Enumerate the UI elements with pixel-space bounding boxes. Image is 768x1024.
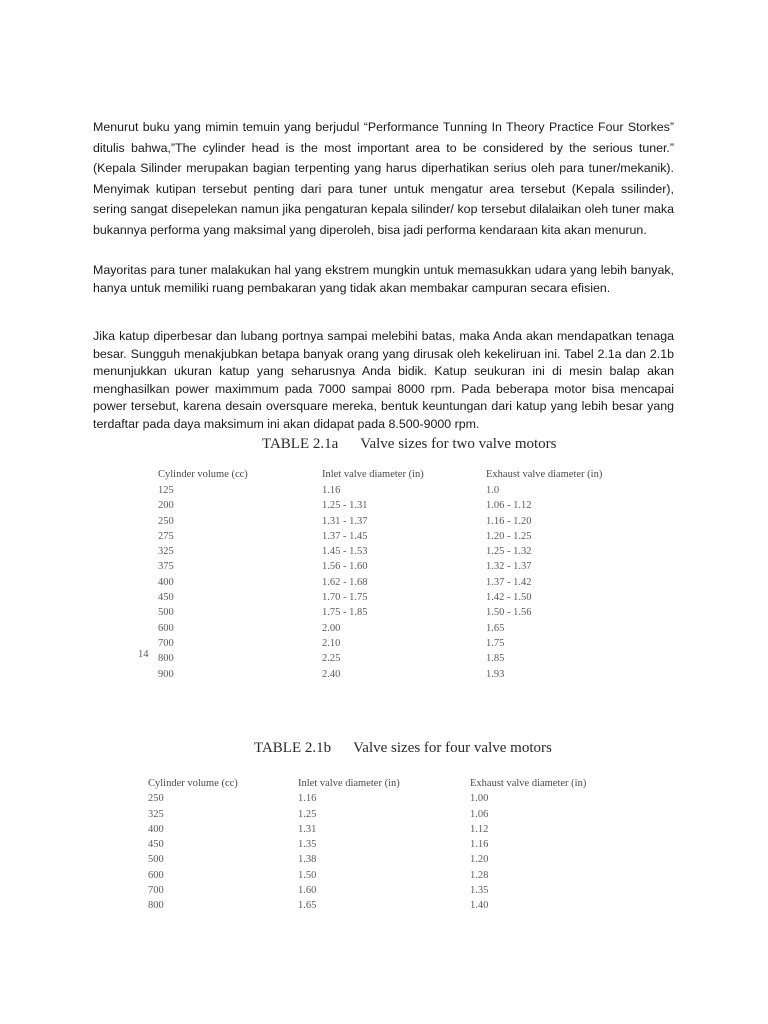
table-row	[158, 669, 638, 684]
paragraph-valves: Jika katup diperbesar dan lubang portnya sampai melebihi batas, maka Anda akan mendapatkan tenaga besar. Sungguh menakjubkan betapa banyak orang yang dirusak oleh kekeliruan ini. Tabel 2.1a dan 2.1b menunjukkan ukuran katup yang seharusnya Anda bidik. Katup seukuran ini di mesin balap akan menghasilkan power maximmum pada 7000 sampai 8000 rpm. Pada beberapa motor bisa mencapai power tersebut, karena desain oversquare mereka, bentuk keuntungan dari katup yang lebih besar yang terdaftar pada daya maksimum ini akan didapat pada 8.500-9000 rpm.	[93, 329, 674, 431]
table-cell: 1.56 - 1.60	[322, 561, 368, 573]
table-cell: 600	[148, 869, 164, 881]
table-row	[148, 900, 628, 915]
table-cell: 900	[158, 668, 174, 680]
table-cell: 1.75 - 1.85	[322, 607, 368, 619]
table-cell: 400	[148, 823, 164, 835]
table-cell: 1.00	[470, 793, 489, 805]
table-row	[158, 516, 638, 531]
table-cell: 1.38	[298, 854, 317, 866]
table-cell: 1.60	[298, 885, 317, 897]
table-row	[148, 824, 628, 839]
table-cell: 1.35	[470, 885, 489, 897]
table-header-cell: Exhaust valve diameter (in)	[470, 778, 587, 789]
table-cell: 2.00	[322, 622, 341, 634]
table-cell: 125	[158, 485, 174, 496]
table-header-cell: Exhaust valve diameter (in)	[486, 469, 603, 480]
table-row	[148, 854, 628, 869]
table-row	[158, 623, 638, 638]
table-cell: 1.31 - 1.37	[322, 515, 368, 527]
table-cell: 1.35	[298, 839, 317, 851]
table-cell: 1.25 - 1.32	[486, 546, 532, 558]
table-cell: 1.75	[486, 637, 505, 649]
table-row	[148, 885, 628, 900]
table-row	[158, 561, 638, 576]
table-cell: 400	[158, 576, 174, 588]
table-cell: 450	[148, 839, 164, 851]
table-header-row	[148, 778, 628, 793]
table-cell: 500	[148, 854, 164, 866]
table-cell: 450	[158, 592, 174, 604]
table-cell: 1.0	[486, 485, 500, 496]
table-cell: 1.20 - 1.25	[486, 530, 532, 542]
table-cell: 1.37 - 1.42	[486, 576, 532, 588]
table-row	[158, 592, 638, 607]
table-cell: 1.20	[470, 854, 489, 866]
table-row	[158, 653, 638, 668]
table-row	[148, 839, 628, 854]
table-cell: 1.16	[322, 485, 341, 496]
table-cell: 1.62 - 1.68	[322, 576, 368, 588]
table-cell: 325	[158, 546, 174, 558]
table-cell: 1.65	[298, 900, 317, 912]
table-row	[158, 500, 638, 515]
table-row	[158, 546, 638, 561]
table-cell: 275	[158, 530, 174, 542]
table-2-1a	[158, 469, 638, 684]
table-cell: 375	[158, 561, 174, 573]
table-2-1b-title	[254, 740, 552, 757]
table-cell: 2.10	[322, 637, 341, 649]
table-cell: 600	[158, 622, 174, 634]
table-cell: 500	[158, 607, 174, 619]
table-row	[148, 809, 628, 824]
table-cell: 1.50 - 1.56	[486, 607, 532, 619]
table-cell: 250	[158, 515, 174, 527]
table-cell: 1.40	[470, 900, 489, 912]
table-row	[148, 793, 628, 808]
paragraph-tuners: Mayoritas para tuner malakukan hal yang ekstrem mungkin untuk memasukkan udara yang lebih banyak, hanya untuk memiliki ruang pembakaran yang tidak akan membakar campuran secara efisien.	[93, 263, 674, 295]
table-cell: 1.85	[486, 653, 505, 665]
table-cell: 1.06 - 1.12	[486, 500, 532, 512]
table-cell: 1.42 - 1.50	[486, 592, 532, 604]
table-cell: 1.70 - 1.75	[322, 592, 368, 604]
table-cell: 1.16	[298, 793, 317, 805]
table-cell: 1.65	[486, 622, 505, 634]
table-cell: 1.50	[298, 869, 317, 881]
table-cell: 800	[158, 653, 174, 665]
table-cell: 2.40	[322, 668, 341, 680]
paragraph-intro: Menurut buku yang mimin temuin yang berjudul “Performance Tunning In Theory Practice Four Storkes” ditulis bahwa,”The cylinder head is the most important area to be considered by the serious tuner.” (Kepala Silinder merupakan bagian terpenting yang harus diperhatikan serius oleh para tuner/mekanik). Menyimak kutipan tersebut penting dari para tuner untuk mengatur area tersebut (Kepala ssilinder), sering sangat disepelekan namun jika pengaturan kepala silinder/ kop tersebut dilalaikan oleh tuner maka bukannya performa yang maksimal yang diperoleh, bisa jadi performa kendaraan kita akan menurun.	[93, 120, 674, 237]
table-row	[148, 870, 628, 885]
table-cell: 1.28	[470, 869, 489, 881]
table-header-row	[158, 469, 638, 485]
table-row	[158, 577, 638, 592]
table-cell: 1.16 - 1.20	[486, 515, 532, 527]
table-header-cell: Inlet valve diameter (in)	[298, 778, 400, 789]
table-cell: 1.32 - 1.37	[486, 561, 532, 573]
table-label: TABLE 2.1a	[262, 436, 339, 452]
table-label: TABLE 2.1b	[254, 740, 332, 756]
table-cell: 1.37 - 1.45	[322, 530, 368, 542]
table-cell: 1.31	[298, 823, 317, 835]
table-cell: 200	[158, 500, 174, 512]
table-cell: 325	[148, 808, 164, 820]
table-row	[158, 485, 638, 500]
table-cell: 1.93	[486, 668, 505, 680]
table-caption: Valve sizes for four valve motors	[353, 740, 552, 756]
table-2-1a-title	[262, 436, 557, 453]
page-number-mark: 14	[138, 649, 149, 660]
table-cell: 1.12	[470, 823, 489, 835]
table-cell: 1.06	[470, 808, 489, 820]
table-cell: 1.25 - 1.31	[322, 500, 368, 512]
table-header-cell: Cylinder volume (cc)	[148, 778, 238, 789]
table-row	[158, 607, 638, 622]
table-cell: 700	[158, 637, 174, 649]
table-cell: 1.45 - 1.53	[322, 546, 368, 558]
table-caption: Valve sizes for two valve motors	[360, 436, 557, 452]
table-2-1b	[148, 778, 628, 916]
table-cell: 700	[148, 885, 164, 897]
table-header-cell: Cylinder volume (cc)	[158, 469, 248, 480]
table-cell: 1.16	[470, 839, 489, 851]
table-row	[158, 638, 638, 653]
table-cell: 2.25	[322, 653, 341, 665]
table-header-cell: Inlet valve diameter (in)	[322, 469, 424, 480]
table-cell: 800	[148, 900, 164, 912]
table-cell: 1.25	[298, 808, 317, 820]
table-row	[158, 531, 638, 546]
table-cell: 250	[148, 793, 164, 805]
